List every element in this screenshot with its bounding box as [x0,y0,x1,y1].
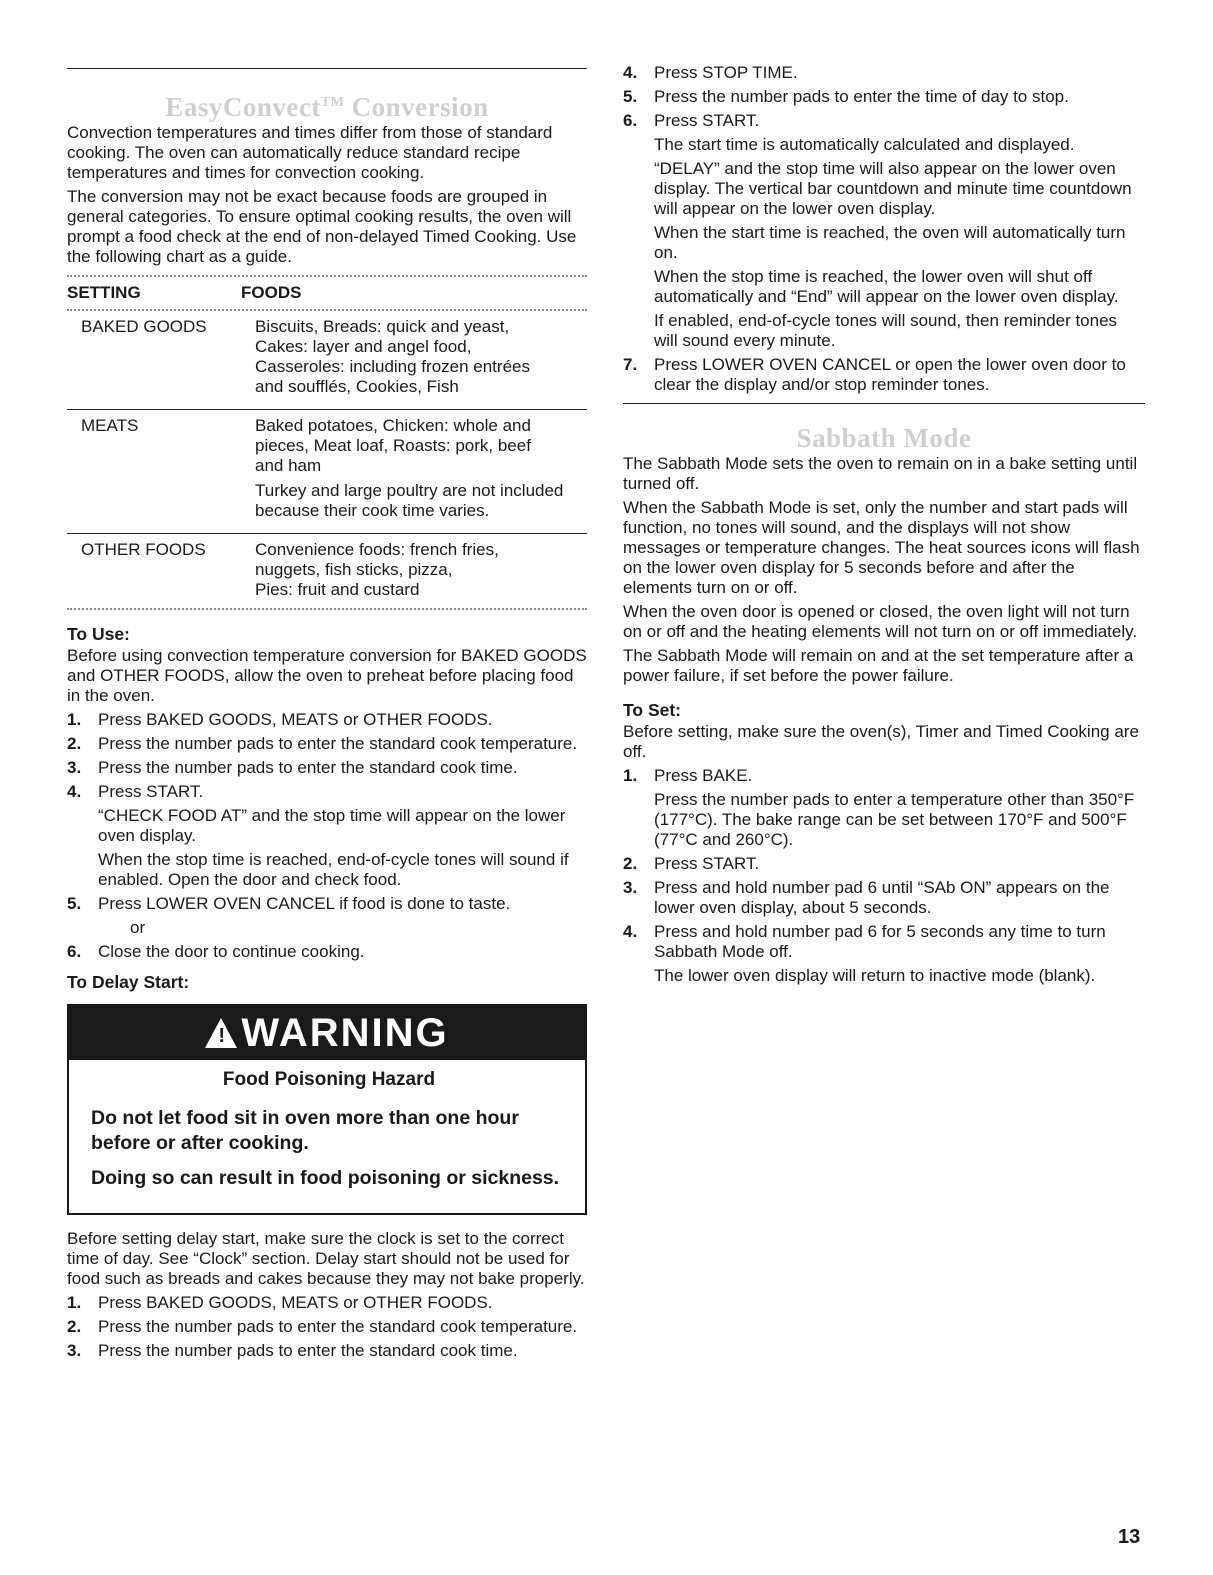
list-item: 6. Close the door to continue cooking. [67,942,365,961]
list-item: 1. Press BAKED GOODS, MEATS or OTHER FOODS. [67,1293,493,1312]
table-row [67,534,587,613]
list-item: 2. Press the number pads to enter the standard cook temperature. [67,734,578,753]
warning-hazard: Food Poisoning Hazard [222,1069,436,1090]
list-item: 1. Press BAKED GOODS, MEATS or OTHER FOODS. [67,710,493,729]
right-column [623,0,1145,990]
or-text: or [130,918,146,937]
to-use-steps [67,710,587,802]
warning-triangle-icon: ! [205,1018,237,1048]
list-item: 4. Press and hold number pad 6 for 5 seconds any time to turn Sabbath Mode off. [623,922,1106,961]
to-use-intro: Before using convection temperature conversion for BAKED GOODS and OTHER FOODS, allow the oven to preheat before placing food in the oven. [67,646,587,705]
list-item: 1. Press BAKE. [623,766,753,785]
step-note: If enabled, end-of-cycle tones will sound, then reminder tones will sound every minute. [654,311,1118,350]
foods-cell: Convenience foods: french fries, nuggets, fish sticks, pizza, Pies: fruit and custard [241,534,587,613]
list-item: 5. Press the number pads to enter the time of day to stop. [623,87,1069,106]
warning-box [67,1004,587,1215]
step-note: “CHECK FOOD AT” and the stop time will appear on the lower oven display. [98,806,566,845]
warning-body [69,1060,585,1213]
list-item: 3. Press and hold number pad 6 until “SAb ON” appears on the lower oven display, about 5 seconds. [623,878,1110,917]
step-note: The start time is automatically calculated and displayed. [654,135,1075,154]
step-note: The lower oven display will return to inactive mode (blank). [654,966,1096,985]
foods-cell: Baked potatoes, Chicken: whole and pieces, Meat loaf, Roasts: pork, beef and ham Turkey and large poultry are not included because their cook time varies. [241,410,587,534]
to-set-heading: To Set: [623,700,682,720]
easyconvect-intro: Convection temperatures and times differ from those of standard cooking. The oven can automatically reduce standard recipe temperatures and times for convection cooking. [67,123,553,182]
sabbath-para: The Sabbath Mode will remain on and at the set temperature after a power failure, if set before the power failure. [623,646,1134,685]
warning-text: Doing so can result in food poisoning or sickness. [91,1167,560,1189]
easyconvect-note: The conversion may not be exact because foods are grouped in general categories. To ensure optimal cooking results, the oven will prompt a food check at the end of non-delayed Timed Cooking. Use the following chart as a guide. [67,187,577,266]
foods-cell: Biscuits, Breads: quick and yeast, Cakes: layer and angel food, Casseroles: including frozen entrées and soufflés, Cookies, Fish [255,317,530,396]
table-row [67,410,587,534]
list-item: 6. Press START. [623,111,760,130]
delay-steps-end [623,355,1145,395]
list-item: 4. Press START. [67,782,204,801]
delay-intro: Before setting delay start, make sure the clock is set to the correct time of day. See “Clock” section. Delay start should not be used for food such as breads and cakes because they may not bake properly. [67,1229,585,1288]
to-set-intro: Before setting, make sure the oven(s), Timer and Timed Cooking are off. [623,722,1139,761]
left-column [67,0,587,1365]
step-note: Press the number pads to enter a temperature other than 350°F (177°C). The bake range can be set between 170°F and 500°F (77°C and 260°C). [654,790,1135,849]
to-set-steps [623,766,1145,786]
to-set-steps-cont [623,854,1145,962]
delay-steps-cont [623,63,1145,131]
list-item: 3. Press the number pads to enter the standard cook time. [67,1341,518,1360]
table-row [67,311,587,410]
easyconvect-title: EasyConvect™ Conversion [165,92,489,122]
setting-cell: BAKED GOODS [81,317,207,336]
setting-cell: OTHER FOODS [67,534,241,613]
to-use-heading: To Use: [67,624,130,644]
conversion-table [67,277,587,612]
list-item: 4. Press STOP TIME. [623,63,798,82]
sabbath-para: When the oven door is opened or closed, the oven light will not turn on or off and the heating elements will not turn on or off immediately. [623,602,1138,641]
warning-title: WARNING [241,1011,449,1055]
table-header-row [67,277,587,309]
foods-note: Turkey and large poultry are not included because their cook time varies. [255,481,564,520]
page-number: 13 [1118,1526,1141,1548]
section-rule [67,68,587,69]
delay-steps [67,1293,587,1361]
column-header-foods: FOODS [241,283,302,302]
step-note: When the stop time is reached, end-of-cycle tones will sound if enabled. Open the door and check food. [98,850,569,889]
to-delay-heading: To Delay Start: [67,972,190,992]
list-item: 5. Press LOWER OVEN CANCEL if food is done to taste. [67,894,511,913]
list-item: 3. Press the number pads to enter the standard cook time. [67,758,518,777]
to-use-steps-cont [67,894,587,914]
section-rule [623,403,1145,404]
sabbath-title: Sabbath Mode [796,423,972,453]
sabbath-para: The Sabbath Mode sets the oven to remain on in a bake setting until turned off. [623,454,1138,493]
sabbath-para: When the Sabbath Mode is set, only the number and start pads will function, no tones will sound, and the displays will not show messages or temperature changes. The heat sources icons will flash on the lower oven display for 5 seconds before and after the elements turn on or off. [623,498,1140,597]
step-note: When the stop time is reached, the lower oven will shut off automatically and “End” will appear on the lower oven display. [654,267,1119,306]
list-item: 7. Press LOWER OVEN CANCEL or open the lower oven door to clear the display and/or stop reminder tones. [623,355,1126,394]
warning-header [69,1006,585,1060]
warning-text: Do not let food sit in oven more than one hour before or after cooking. [91,1107,519,1154]
column-header-setting: SETTING [67,283,141,302]
to-use-steps-end [67,942,587,962]
setting-cell: MEATS [67,410,241,534]
table-bottom-border [67,608,587,610]
step-note: “DELAY” and the stop time will also appear on the lower oven display. The vertical bar countdown and minute time countdown will appear on the lower oven display. [654,159,1132,218]
step-note: When the start time is reached, the oven will automatically turn on. [654,223,1126,262]
list-item: 2. Press START. [623,854,760,873]
list-item: 2. Press the number pads to enter the standard cook temperature. [67,1317,578,1336]
